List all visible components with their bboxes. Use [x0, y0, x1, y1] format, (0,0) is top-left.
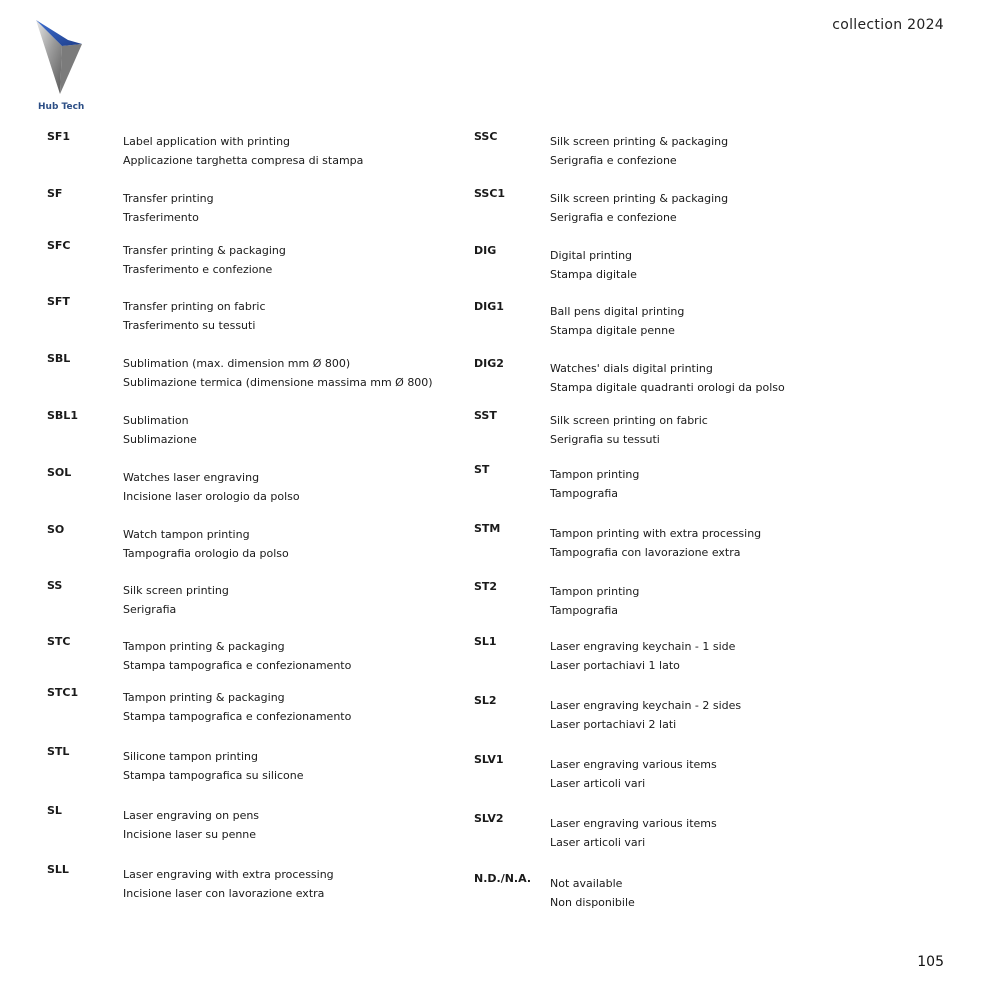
description-it: Stampa digitale penne — [550, 324, 675, 337]
list-item — [47, 523, 487, 563]
description-it: Trasferimento e confezione — [123, 263, 273, 276]
process-code: STC1 — [47, 686, 79, 699]
description-it: Serigrafia e confezione — [550, 211, 677, 224]
list-item — [47, 409, 487, 449]
description-it: Incisione laser con lavorazione extra — [123, 887, 325, 900]
list-item — [47, 745, 487, 785]
process-description — [123, 637, 351, 675]
list-item — [474, 694, 914, 734]
process-code: SBL — [47, 352, 71, 365]
process-code: ST — [474, 463, 490, 476]
description-it: Laser articoli vari — [550, 777, 646, 790]
description-it: Incisione laser su penne — [123, 828, 257, 841]
process-description — [123, 241, 286, 279]
process-code: DIG1 — [474, 300, 504, 313]
process-code: SS — [47, 579, 63, 592]
process-description — [550, 814, 717, 852]
description-en: Tampon printing & packaging — [123, 640, 285, 653]
list-item — [47, 239, 487, 279]
process-description — [550, 189, 728, 227]
list-item — [474, 244, 914, 284]
description-en: Laser engraving on pens — [123, 809, 260, 822]
list-item — [474, 463, 914, 503]
list-item — [474, 357, 914, 397]
description-en: Transfer printing on fabric — [123, 300, 266, 313]
process-description — [123, 189, 214, 227]
list-item — [47, 686, 487, 726]
logo-text: Hub Tech — [38, 102, 85, 112]
description-it: Trasferimento — [123, 211, 199, 224]
description-en: Watches laser engraving — [123, 471, 260, 484]
process-code: SOL — [47, 466, 72, 479]
process-description — [550, 755, 717, 793]
process-code: SF — [47, 187, 63, 200]
page-number: 105 — [917, 954, 944, 970]
description-en: Laser engraving various items — [550, 817, 717, 830]
list-item — [47, 635, 487, 675]
description-it: Stampa digitale — [550, 268, 637, 281]
list-item — [474, 580, 914, 620]
process-description — [123, 468, 300, 506]
description-en: Ball pens digital printing — [550, 305, 685, 318]
process-code: DIG2 — [474, 357, 504, 370]
process-description — [550, 246, 637, 284]
process-description — [123, 132, 363, 170]
process-code: SST — [474, 409, 497, 422]
description-it: Tampografia — [550, 604, 618, 617]
process-code: SL1 — [474, 635, 497, 648]
process-description — [123, 688, 351, 726]
description-it: Serigrafia e confezione — [550, 154, 677, 167]
list-item — [47, 352, 487, 392]
process-description — [123, 806, 259, 844]
list-item — [474, 635, 914, 675]
process-code: SLV2 — [474, 812, 504, 825]
description-en: Digital printing — [550, 249, 633, 262]
list-item — [474, 522, 914, 562]
process-code: N.D./N.A. — [474, 872, 531, 885]
list-item — [474, 130, 914, 170]
process-code: ST2 — [474, 580, 498, 593]
process-description — [550, 696, 741, 734]
description-it: Tampografia orologio da polso — [123, 547, 289, 560]
process-code: SLL — [47, 863, 69, 876]
list-item — [47, 804, 487, 844]
description-en: Sublimation — [123, 414, 189, 427]
list-item — [474, 409, 914, 449]
process-description — [123, 354, 433, 392]
description-it: Serigrafia su tessuti — [550, 433, 660, 446]
description-en: Laser engraving keychain - 1 side — [550, 640, 736, 653]
description-it: Stampa tampografica e confezionamento — [123, 710, 352, 723]
process-code: SSC1 — [474, 187, 506, 200]
description-en: Not available — [550, 877, 623, 890]
list-item — [474, 300, 914, 340]
description-en: Transfer printing & packaging — [123, 244, 286, 257]
description-it: Incisione laser orologio da polso — [123, 490, 300, 503]
process-code: SL2 — [474, 694, 497, 707]
list-item — [47, 130, 487, 170]
list-item — [47, 466, 487, 506]
description-en: Watch tampon printing — [123, 528, 250, 541]
description-it: Stampa tampografica e confezionamento — [123, 659, 352, 672]
description-it: Trasferimento su tessuti — [123, 319, 256, 332]
description-en: Sublimation (max. dimension mm Ø 800) — [123, 357, 351, 370]
description-it: Laser portachiavi 1 lato — [550, 659, 680, 672]
description-it: Tampografia — [550, 487, 618, 500]
description-it: Sublimazione — [123, 433, 197, 446]
description-en: Silk screen printing — [123, 584, 229, 597]
description-en: Watches' dials digital printing — [550, 362, 713, 375]
description-en: Silk screen printing & packaging — [550, 192, 729, 205]
description-en: Tampon printing with extra processing — [550, 527, 762, 540]
description-it: Non disponibile — [550, 896, 635, 909]
process-code: STL — [47, 745, 70, 758]
process-code: SLV1 — [474, 753, 504, 766]
process-description — [550, 465, 639, 503]
process-description — [550, 524, 761, 562]
process-code: STM — [474, 522, 501, 535]
process-code: SL — [47, 804, 62, 817]
process-code: SBL1 — [47, 409, 78, 422]
process-description — [550, 637, 735, 675]
process-code: SFT — [47, 295, 70, 308]
process-description — [123, 525, 289, 563]
description-it: Laser articoli vari — [550, 836, 646, 849]
process-description — [123, 297, 266, 335]
description-it: Stampa tampografica su silicone — [123, 769, 304, 782]
process-description — [123, 747, 304, 785]
list-item — [474, 872, 914, 912]
process-description — [123, 581, 229, 619]
process-code: STC — [47, 635, 71, 648]
description-it: Laser portachiavi 2 lati — [550, 718, 677, 731]
process-description — [550, 359, 785, 397]
process-code: DIG — [474, 244, 497, 257]
description-en: Silk screen printing & packaging — [550, 135, 729, 148]
list-item — [474, 753, 914, 793]
list-item — [47, 187, 487, 227]
list-item — [47, 579, 487, 619]
description-en: Tampon printing & packaging — [123, 691, 285, 704]
description-en: Tampon printing — [550, 468, 640, 481]
description-it: Sublimazione termica (dimensione massima mm Ø 800) — [123, 376, 433, 389]
list-item — [47, 295, 487, 335]
process-code: SSC — [474, 130, 498, 143]
description-en: Laser engraving with extra processing — [123, 868, 334, 881]
description-en: Laser engraving various items — [550, 758, 717, 771]
description-en: Laser engraving keychain - 2 sides — [550, 699, 742, 712]
process-description — [550, 302, 684, 340]
description-en: Transfer printing — [123, 192, 214, 205]
process-description — [550, 874, 635, 912]
description-en: Label application with printing — [123, 135, 291, 148]
list-item — [474, 812, 914, 852]
description-it: Stampa digitale quadranti orologi da polso — [550, 381, 785, 394]
process-code: SFC — [47, 239, 71, 252]
description-en: Tampon printing — [550, 585, 640, 598]
description-it: Applicazione targhetta compresa di stampa — [123, 154, 364, 167]
description-en: Silicone tampon printing — [123, 750, 258, 763]
process-description — [550, 411, 708, 449]
list-item — [47, 863, 487, 903]
process-description — [550, 582, 639, 620]
description-en: Silk screen printing on fabric — [550, 414, 708, 427]
collection-title: collection 2024 — [832, 17, 944, 33]
description-it: Serigrafia — [123, 603, 177, 616]
list-item — [474, 187, 914, 227]
process-description — [123, 411, 197, 449]
process-code: SF1 — [47, 130, 71, 143]
process-code: SO — [47, 523, 65, 536]
description-it: Tampografia con lavorazione extra — [550, 546, 741, 559]
process-description — [550, 132, 728, 170]
process-description — [123, 865, 334, 903]
